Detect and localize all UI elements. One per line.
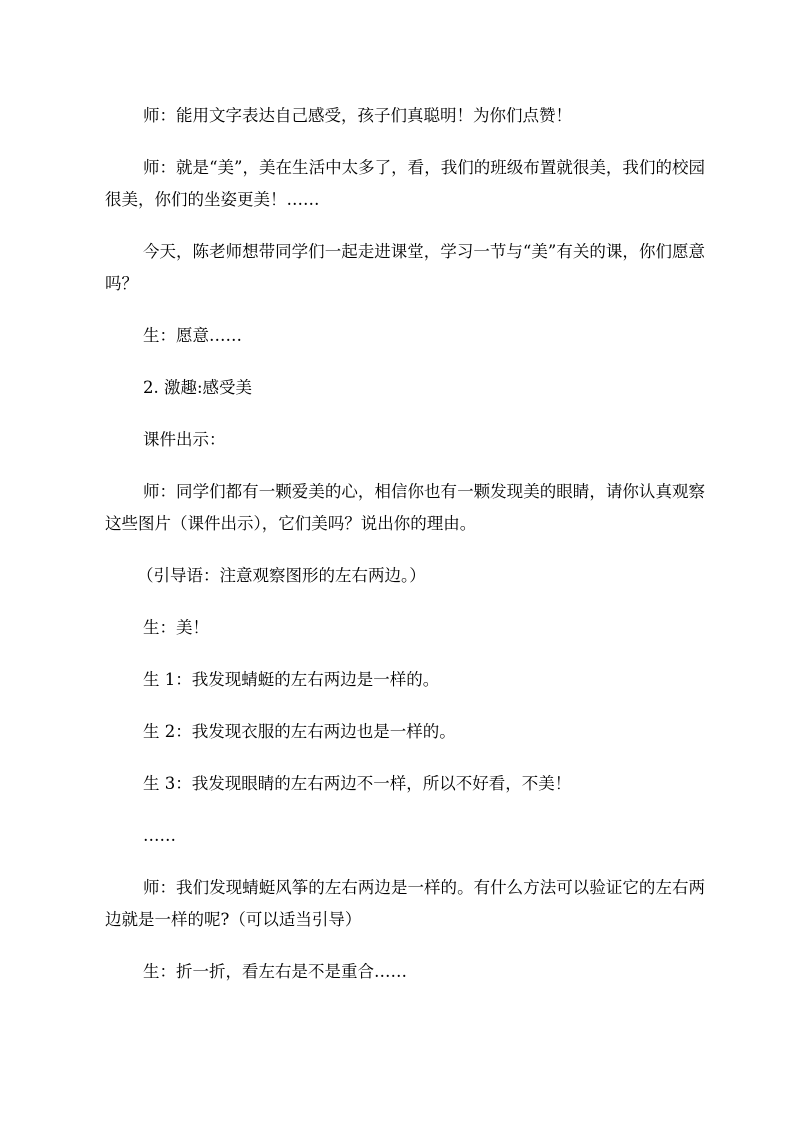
paragraph-teacher-beauty: 师：就是“美”，美在生活中太多了，看，我们的班级布置就很美，我们的校园很美，你们的坐姿更美！…… (105, 158, 705, 209)
paragraph-student-fold: 生：折一折，看左右是不是重合…… (143, 962, 407, 981)
paragraph-teacher-praise: 师：能用文字表达自己感受，孩子们真聪明！为你们点赞！ (143, 106, 572, 125)
paragraph-guide-note: （引导语：注意观察图形的左右两边。） (137, 566, 426, 585)
paragraph-student-3: 生 3：我发现眼睛的左右两边不一样，所以不好看，不美！ (143, 774, 572, 793)
paragraph-student-beautiful: 生：美！ (143, 618, 209, 637)
paragraph-teacher-verify: 师：我们发现蜻蜓风筝的左右两边是一样的。有什么方法可以验证它的左右两边就是一样的呢?（可以适当引导） (105, 878, 705, 929)
section-heading-engage: 2. 激趣:感受美 (143, 378, 253, 397)
paragraph-ellipsis: …… (143, 826, 176, 845)
paragraph-student-willing: 生：愿意…… (143, 326, 242, 345)
paragraph-courseware-show: 课件出示： (143, 430, 226, 449)
paragraph-student-2: 生 2：我发现衣服的左右两边也是一样的。 (143, 722, 456, 741)
document-body (105, 100, 705, 1008)
paragraph-student-1: 生 1：我发现蜻蜓的左右两边是一样的。 (143, 670, 440, 689)
paragraph-lesson-intro: 今天，陈老师想带同学们一起走进课堂，学习一节与“美”有关的课，你们愿意吗？ (105, 242, 705, 293)
paragraph-teacher-observe: 师：同学们都有一颗爱美的心，相信你也有一颗发现美的眼睛，请你认真观察这些图片（课件出示），它们美吗？说出你的理由。 (105, 482, 705, 533)
